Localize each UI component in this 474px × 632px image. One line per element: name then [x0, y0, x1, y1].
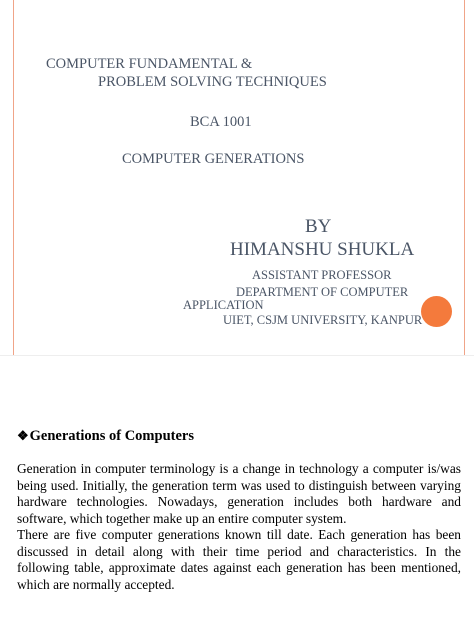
paragraph-1: Generation in computer terminology is a change in technology a computer is/was being used. Initially, the generation term was used to distinguish between varying hardware technologies. Nowadays, generation includes both hardware and software, which together make up an entire computer system. [17, 461, 461, 526]
slide-divider [0, 355, 474, 356]
department-line2: APPLICATION [183, 298, 264, 312]
diamond-bullet-icon: ❖ [17, 428, 29, 443]
section-heading-text: Generations of Computers [29, 428, 194, 444]
body-text [17, 461, 461, 593]
department-line1: DEPARTMENT OF COMPUTER [236, 285, 409, 299]
topic-title: COMPUTER GENERATIONS [122, 151, 305, 167]
course-title-line2: PROBLEM SOLVING TECHNIQUES [98, 74, 327, 90]
by-label: BY [305, 216, 332, 237]
paragraph-2: There are five computer generations known till date. Each generation has been discussed in detail along with their time period and characteristics. In the following table, approximate dates against each generation has been mentioned, which are normally accepted. [17, 527, 461, 592]
course-title-line1: COMPUTER FUNDAMENTAL & [46, 56, 253, 72]
author-name: HIMANSHU SHUKLA [230, 239, 415, 260]
orange-circle-decoration [421, 296, 452, 327]
course-code: BCA 1001 [190, 114, 252, 130]
slide-left-border [13, 0, 14, 355]
author-designation: ASSISTANT PROFESSOR [252, 268, 392, 282]
section-heading [17, 429, 194, 444]
institution: UIET, CSJM UNIVERSITY, KANPUR [223, 313, 423, 327]
slide-right-border [464, 0, 465, 355]
